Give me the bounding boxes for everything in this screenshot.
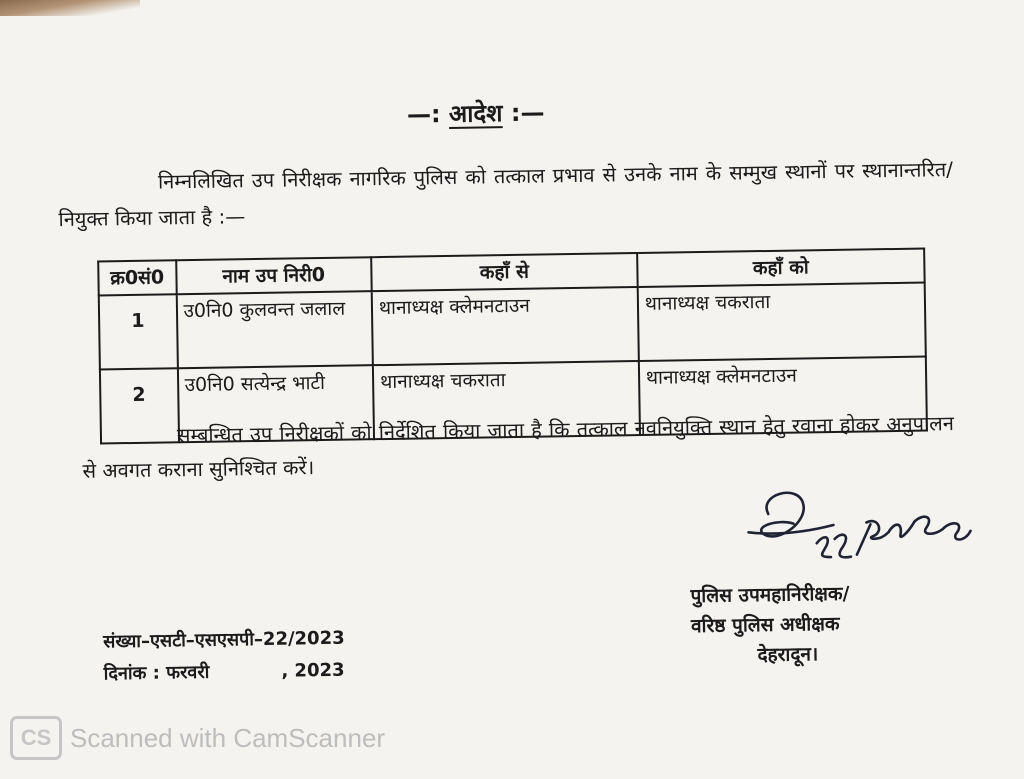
date-label: दिनांक : फरवरी: [103, 661, 210, 685]
header-serial: क्र0सं0: [98, 260, 176, 295]
title-right-mark: :—: [510, 98, 545, 127]
signatory-line-3: देहरादून।: [757, 643, 819, 667]
title-word: आदेश: [448, 99, 503, 128]
table-row: [99, 283, 926, 370]
camscanner-logo-icon: CS: [10, 716, 62, 760]
order-title: [407, 95, 545, 130]
row-to: थानाध्यक्ष चकराता: [638, 283, 926, 362]
signatory-block: [690, 579, 850, 671]
row-serial: 1: [99, 294, 178, 369]
signatory-line-1: पुलिस उपमहानिरीक्षक/: [690, 582, 850, 608]
reference-block: [103, 623, 345, 691]
row-to: थानाध्यक्ष क्लेमनटाउन: [639, 357, 927, 436]
date-year: , 2023: [281, 659, 345, 682]
header-name: नाम उप निरी0: [176, 257, 372, 294]
date-line: [103, 655, 345, 691]
camscanner-watermark: [10, 716, 385, 760]
row-from: थानाध्यक्ष क्लेमनटाउन: [372, 287, 639, 365]
header-to: कहाँ को: [637, 249, 925, 288]
watermark-text: Scanned with CamScanner: [70, 722, 386, 753]
row-name: उ0नि0 सत्येन्द्र भाटी: [177, 365, 374, 442]
header-from: कहाँ से: [371, 253, 637, 291]
row-name: उ0नि0 कुलवन्त जलाल: [176, 291, 373, 368]
handwritten-signature: [738, 471, 980, 595]
row-serial: 2: [100, 368, 179, 443]
reference-number: संख्या–एसटी–एसएसपी–22/2023: [103, 627, 345, 653]
order-paragraph-1: निम्नलिखित उप निरीक्षक नागरिक पुलिस को तत्काल प्रभाव से उनके नाम के सम्मुख स्थानों पर स्थानान्तरित/नियुक्त किया जाता है :—: [58, 157, 954, 232]
row-from: थानाध्यक्ष चकराता: [373, 361, 640, 439]
signatory-line-2: वरिष्ठ पुलिस अधीक्षक: [690, 612, 840, 638]
order-paragraph-2: सम्बन्धित उप निरीक्षकों को निर्देशित किया जाता है कि तत्काल नवनियुक्ति स्थान हेतु रवाना होकर अनुपालन से अवगत कराना सुनिश्चित करें।: [82, 411, 955, 483]
title-left-mark: —:: [406, 100, 441, 129]
